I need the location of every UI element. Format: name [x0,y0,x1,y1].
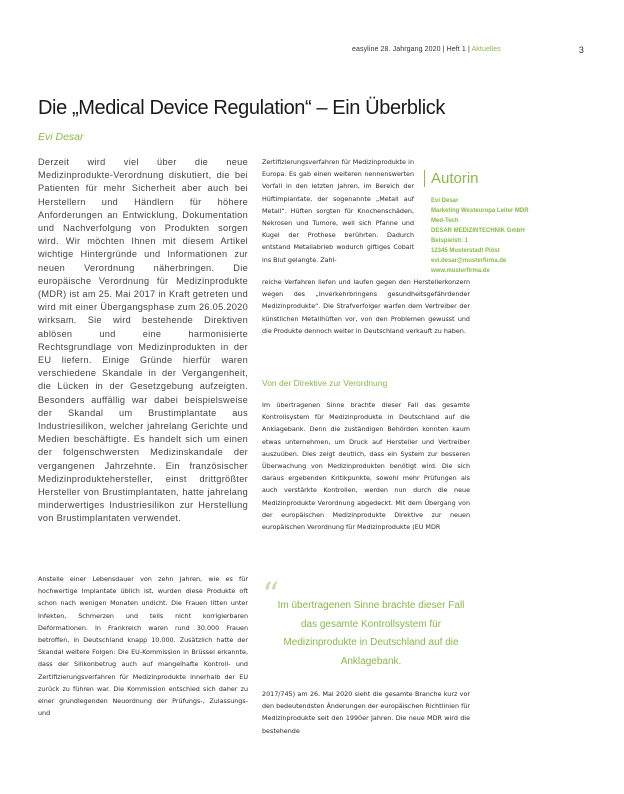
body-paragraph-col1: Anstelle einer Lebensdauer von zehn Jahren, wie es für hochwertige Implantate üblich ist, wurden diese Produkte oft schon nach wenigen Monaten undicht. Die Frauen litten unter Infekten, Schmerzen und teils nicht korrigierbaren Deformationen. In Frankreich waren rund 30.000 Frauen betroffen, in Deutschland knapp 10.000. Zusätzlich hatte der Skandal weitere Folgen: Die EU-Kommission in Brüssel erkannte, dass der Silikonbetrug auch auf mangelhafte Kontroll- und Zertifizierungsverfahren für Medizinprodukte innerhalb der EU zurück zu führen war. Die Kommission entschied sich daher zu einer grundlegenden Neuordnung der Prüfungs-, Zulassungs- und [38,575,248,718]
page-number: 3 [578,45,584,55]
author-box-web-link[interactable]: www.musterfirma.de [431,268,490,274]
body-paragraph-col2-a: Zertifizierungsverfahren für Medizinprodukte in Europa. Es gab einen weiteren nennenswerten Vorfall in den letzten Jahren, im Bereich der Hüftimplantate, der sogenannte „Metall auf Metall“. Hüften sorgten für Knochenschäden, Nekrosen und Tumore, weil sich Pfanne und Kugel der Prothese berührten. Dadurch entstand Metallabrieb wodurch giftiges Cobalt ins Blut gelangte. Zahl- [262,158,414,264]
article-author: Evi Desar [38,131,84,143]
body-paragraph-col2-d: 2017/745) am 26. Mai 2020 sieht die gesamte Branche kurz vor den bedeutendsten Änderungen der europäischen Richtlinien für Medizinprodukte seit den 1990er Jahren. Die neue MDR wird die bestehende [262,690,470,735]
body-paragraph-col2-b: reiche Verfahren liefen und laufen gegen den Herstellerkonzern wegen des „Inverkehrbringens gesundheitsgefährdender Medizinprodukte“. Die Strafverfolger warfen dem Vertreiber der künstlichen Metallhüften vor, von den Problemen gewusst und die Produkte dennoch weiter in Deutschland verkauft zu haben. [262,278,470,335]
quote-mark-icon: “ [262,575,280,615]
section-subheading: Von der Direktive zur Verordnung [262,378,388,388]
author-box-line: Marketing Westeuropa Leiter MDR [431,208,529,214]
lead-paragraph: Derzeit wird viel über die neue Medizinprodukte-Verordnung diskutiert, die bei Patienten für mehr Sicherheit aber auch bei Herstellern und Händlern für höhere Anforderungen an Entwicklung, Dokumentation und Nachverfolgung von Produkten sorgen wird. Wir möchten Ihnen mit diesem Artikel wichtige Hintergründe und Informationen zur neuen Verordnung näherbringen. Die europäische Verordnung für Medizinprodukte (MDR) ist am 25. Mai 2017 in Kraft getreten und wird mit einer Übergangsphase zum 26.05.2020 wirksam. Sie wird bestehende Direktiven ablösen und eine harmonisierte Rechtsgrundlage von Medizinprodukten in der EU liefern. Einige Gründe hierfür waren verschiedene Skandale in der Vergangenheit, die Lücken in der Gesetzgebung aufzeigten. Besonders auffällig war dabei beispielsweise der Skandal um Brustimplantate aus Industriesilikon, welcher jahrelang Gerichte und Medien beschäftigte. Es handelt sich um einen der folgenschwersten Medizinskandale der vergangenen Jahrzehnte. Ein französischer Medizinproduktehersteller, einst drittgrößter Hersteller von Brustimplantaten, hatte jahrelang minderwertiges Industriesilikon zur Herstellung von Brustimplantaten verwendet. [38,157,248,524]
pull-quote: Im übertragenen Sinne brachte dieser Fall das gesamte Kontrollsystem für Medizinprodukte in Deutschland auf die Anklagebank. [277,600,465,667]
author-box-line: Evi Desar [431,198,459,204]
author-box-details [431,196,529,276]
journal-info: easyline 28. Jahrgang 2020 | Heft 1 | [352,46,470,53]
author-box-line: Med-Tech [431,218,459,224]
body-paragraph-col2-c: Im übertragenen Sinne brachte dieser Fall das gesamte Kontrollsystem für Medizinprodukte in Deutschland auf die Anklagebank. Denn die zuständigen Behörden konnten kaum etwas unternehmen, um Druck auf Hersteller und Vertreiber auszuüben. Dies zeigt deutlich, dass ein System zur besseren Überwachung von Medizinprodukten benötigt wird. Die sich daraus ergebenden Kritikpunkte, sowohl mehr Prüfungen als auch verstärkte Kontrollen, werden nun durch die neue Medizinprodukte Verordnung abgedeckt. Mit dem Übergang von der europäischen Medizinprodukte Direktive zur neuen europäischen Verordnung für Medizinprodukte (EU MDR [262,401,470,532]
author-box-line: 12345 Musterstadt Piöst [431,248,500,254]
author-box-line: DESAR MEDIZINTECHNIK GmbH [431,228,525,234]
section-name: Aktuelles [471,46,501,53]
article-title: Die „Medical Device Regulation“ – Ein Überblick [38,97,445,119]
author-box-email-link[interactable]: evi.desar@musterfirma.de [431,258,507,264]
author-box-heading: Autorin [424,170,479,187]
author-box-line: Beispielstr. 1 [431,238,469,244]
running-header [352,46,584,53]
